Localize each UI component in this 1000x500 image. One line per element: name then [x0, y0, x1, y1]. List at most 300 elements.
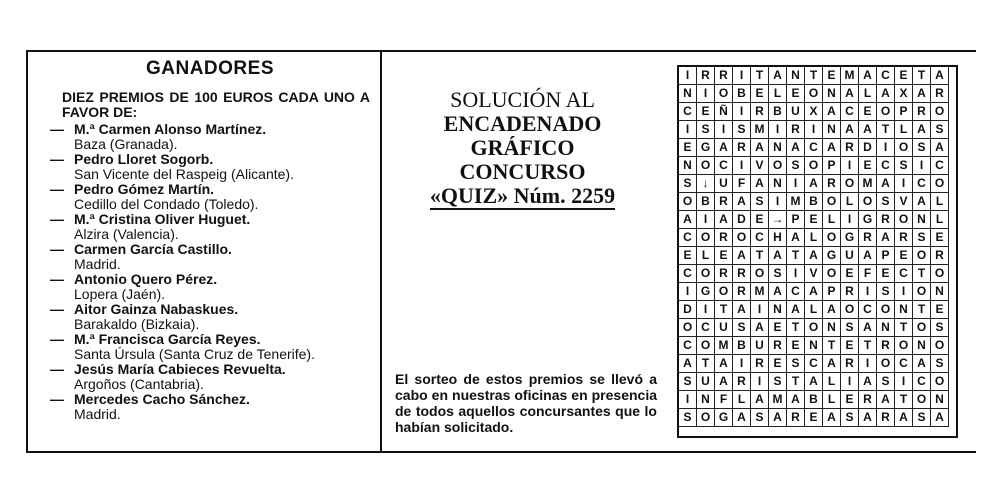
- puzzle-cell: E: [895, 247, 913, 265]
- puzzle-cell: E: [751, 85, 769, 103]
- winner-name: [50, 122, 370, 137]
- winner-place: Cedillo del Condado (Toledo).: [74, 196, 259, 212]
- puzzle-cell: A: [769, 247, 787, 265]
- solution-title: [400, 88, 645, 210]
- puzzle-cell: E: [931, 301, 949, 319]
- puzzle-cell: A: [823, 103, 841, 121]
- dash-bullet: —: [50, 211, 64, 227]
- puzzle-cell: S: [787, 157, 805, 175]
- puzzle-cell: E: [787, 85, 805, 103]
- winner-entry: [50, 182, 370, 212]
- winner-entry: [50, 152, 370, 182]
- puzzle-cell: I: [805, 121, 823, 139]
- puzzle-cell: A: [751, 175, 769, 193]
- puzzle-cell: E: [697, 103, 715, 121]
- winner-place: Baza (Granada).: [74, 136, 178, 152]
- solution-title-line-4: CONCURSO: [459, 159, 586, 184]
- puzzle-cell: O: [679, 319, 697, 337]
- puzzle-cell: A: [751, 391, 769, 409]
- winner-name-text: Pedro Lloret Sogorb.: [74, 151, 214, 167]
- puzzle-row: [679, 247, 949, 265]
- puzzle-cell: A: [895, 409, 913, 427]
- winner-name-text: Jesús María Cabieces Revuelta.: [74, 361, 286, 377]
- puzzle-cell: T: [715, 301, 733, 319]
- puzzle-cell: T: [877, 121, 895, 139]
- puzzle-cell: A: [733, 409, 751, 427]
- puzzle-cell: I: [787, 265, 805, 283]
- puzzle-cell: I: [913, 157, 931, 175]
- puzzle-cell: S: [931, 355, 949, 373]
- puzzle-row: [679, 139, 949, 157]
- winner-entry: [50, 272, 370, 302]
- winner-name: [50, 182, 370, 197]
- puzzle-cell: R: [787, 121, 805, 139]
- puzzle-cell: S: [913, 409, 931, 427]
- puzzle-row: [679, 103, 949, 121]
- dash-bullet: —: [50, 271, 64, 287]
- puzzle-cell: E: [805, 211, 823, 229]
- puzzle-cell: I: [841, 373, 859, 391]
- puzzle-row: [679, 121, 949, 139]
- puzzle-cell: C: [679, 337, 697, 355]
- puzzle-cell: I: [751, 301, 769, 319]
- puzzle-row: [679, 373, 949, 391]
- puzzle-cell: I: [859, 283, 877, 301]
- puzzle-cell: P: [823, 157, 841, 175]
- puzzle-cell: R: [715, 265, 733, 283]
- dash-bullet: —: [50, 331, 64, 347]
- winner-name: [50, 392, 370, 407]
- puzzle-cell: T: [751, 67, 769, 85]
- puzzle-cell: A: [859, 373, 877, 391]
- puzzle-cell: R: [823, 175, 841, 193]
- puzzle-cell: S: [877, 193, 895, 211]
- puzzle-cell: S: [913, 139, 931, 157]
- puzzle-cell: S: [913, 229, 931, 247]
- winner-entry: [50, 212, 370, 242]
- puzzle-cell: P: [787, 211, 805, 229]
- puzzle-cell: A: [859, 121, 877, 139]
- puzzle-cell: O: [913, 391, 931, 409]
- puzzle-cell: M: [769, 391, 787, 409]
- puzzle-cell: V: [895, 193, 913, 211]
- winner-entry: [50, 242, 370, 272]
- puzzle-cell: T: [895, 391, 913, 409]
- puzzle-cell: S: [877, 283, 895, 301]
- puzzle-cell: O: [751, 265, 769, 283]
- puzzle-row: [679, 229, 949, 247]
- puzzle-cell: A: [787, 139, 805, 157]
- puzzle-cell: L: [859, 85, 877, 103]
- puzzle-cell: H: [769, 229, 787, 247]
- puzzle-cell: I: [859, 355, 877, 373]
- puzzle-cell: R: [859, 229, 877, 247]
- puzzle-cell: S: [877, 373, 895, 391]
- puzzle-cell: R: [931, 247, 949, 265]
- puzzle-cell: C: [913, 175, 931, 193]
- winner-place: Alzira (Valencia).: [74, 226, 179, 242]
- puzzle-cell: L: [805, 229, 823, 247]
- puzzle-cell: L: [733, 391, 751, 409]
- winners-intro: DIEZ PREMIOS DE 100 EUROS CADA UNO A FAVOR DE:: [62, 89, 370, 120]
- puzzle-cell: O: [913, 319, 931, 337]
- dash-bullet: —: [50, 181, 64, 197]
- puzzle-cell: O: [913, 283, 931, 301]
- puzzle-cell: I: [715, 121, 733, 139]
- puzzle-cell: A: [787, 301, 805, 319]
- puzzle-cell: A: [787, 229, 805, 247]
- puzzle-cell: I: [679, 283, 697, 301]
- puzzle-cell: P: [877, 247, 895, 265]
- puzzle-cell: A: [733, 193, 751, 211]
- puzzle-cell: L: [841, 193, 859, 211]
- puzzle-row: [679, 265, 949, 283]
- puzzle-cell: N: [895, 301, 913, 319]
- puzzle-cell: R: [733, 283, 751, 301]
- puzzle-cell: A: [715, 139, 733, 157]
- puzzle-cell: E: [859, 157, 877, 175]
- puzzle-cell: T: [751, 247, 769, 265]
- puzzle-cell: L: [823, 211, 841, 229]
- puzzle-cell: U: [751, 337, 769, 355]
- winners-heading: GANADORES: [145, 58, 274, 79]
- puzzle-row: [679, 301, 949, 319]
- puzzle-cell: I: [733, 157, 751, 175]
- puzzle-cell: I: [841, 211, 859, 229]
- puzzle-cell: L: [931, 193, 949, 211]
- puzzle-cell: R: [697, 67, 715, 85]
- puzzle-cell: B: [733, 337, 751, 355]
- puzzle-cell: O: [697, 229, 715, 247]
- puzzle-cell: E: [751, 211, 769, 229]
- puzzle-cell: S: [931, 121, 949, 139]
- puzzle-cell: L: [769, 85, 787, 103]
- puzzle-row: [679, 157, 949, 175]
- winner-entry: [50, 302, 370, 332]
- puzzle-cell: O: [697, 409, 715, 427]
- puzzle-cell: I: [697, 301, 715, 319]
- puzzle-row: [679, 337, 949, 355]
- puzzle-cell: S: [841, 319, 859, 337]
- puzzle-cell: E: [787, 337, 805, 355]
- puzzle-cell: O: [823, 229, 841, 247]
- puzzle-cell: S: [679, 175, 697, 193]
- puzzle-cell: O: [823, 265, 841, 283]
- puzzle-cell: E: [769, 319, 787, 337]
- puzzle-cell: N: [823, 85, 841, 103]
- winner-name: [50, 212, 370, 227]
- puzzle-cell: E: [859, 103, 877, 121]
- puzzle-cell: A: [805, 373, 823, 391]
- winner-name: [50, 272, 370, 287]
- puzzle-cell: R: [751, 103, 769, 121]
- puzzle-cell: B: [805, 193, 823, 211]
- puzzle-cell: A: [859, 409, 877, 427]
- puzzle-cell: O: [841, 301, 859, 319]
- winner-place: Argoños (Cantabria).: [74, 376, 204, 392]
- puzzle-cell: E: [841, 337, 859, 355]
- puzzle-cell: T: [823, 337, 841, 355]
- puzzle-cell: A: [805, 247, 823, 265]
- winner-name-text: Mercedes Cacho Sánchez.: [74, 391, 250, 407]
- puzzle-cell: S: [751, 409, 769, 427]
- puzzle-cell: A: [733, 247, 751, 265]
- puzzle-cell: T: [913, 265, 931, 283]
- puzzle-cell: O: [823, 193, 841, 211]
- puzzle-cell: O: [697, 265, 715, 283]
- puzzle-cell: V: [751, 157, 769, 175]
- puzzle-cell: I: [841, 157, 859, 175]
- solution-title-line-1: SOLUCIÓN AL: [450, 87, 595, 112]
- puzzle-cell: L: [823, 391, 841, 409]
- puzzle-cell: S: [841, 409, 859, 427]
- puzzle-cell: C: [679, 229, 697, 247]
- puzzle-cell: N: [913, 337, 931, 355]
- puzzle-cell: D: [679, 301, 697, 319]
- puzzle-cell: C: [715, 157, 733, 175]
- puzzle-cell: D: [859, 139, 877, 157]
- puzzle-cell: R: [715, 229, 733, 247]
- puzzle-cell: A: [769, 67, 787, 85]
- puzzle-cell: C: [805, 139, 823, 157]
- puzzle-row: [679, 67, 949, 85]
- puzzle-cell: O: [679, 193, 697, 211]
- puzzle-cell: M: [787, 193, 805, 211]
- puzzle-row: [679, 85, 949, 103]
- frame-divider-rule: [380, 50, 382, 453]
- puzzle-cell: O: [895, 211, 913, 229]
- puzzle-cell: E: [841, 265, 859, 283]
- puzzle-cell: N: [913, 211, 931, 229]
- puzzle-cell: R: [877, 337, 895, 355]
- puzzle-cell: C: [859, 301, 877, 319]
- puzzle-cell: U: [697, 373, 715, 391]
- puzzle-cell: O: [769, 157, 787, 175]
- winner-entry: [50, 392, 370, 422]
- puzzle-cell: R: [913, 103, 931, 121]
- puzzle-cell: C: [697, 319, 715, 337]
- puzzle-cell: O: [697, 157, 715, 175]
- puzzle-row: [679, 319, 949, 337]
- puzzle-cell: A: [715, 373, 733, 391]
- puzzle-cell: A: [859, 67, 877, 85]
- puzzle-cell: S: [733, 319, 751, 337]
- puzzle-cell: E: [769, 355, 787, 373]
- puzzle-cell: I: [697, 85, 715, 103]
- winner-name-text: M.ª Cristina Oliver Huguet.: [74, 211, 251, 227]
- puzzle-cell: C: [679, 103, 697, 121]
- puzzle-cell: I: [679, 121, 697, 139]
- puzzle-cell: A: [823, 139, 841, 157]
- puzzle-cell: R: [787, 409, 805, 427]
- puzzle-cell: C: [841, 103, 859, 121]
- puzzle-cell: M: [751, 283, 769, 301]
- puzzle-cell: E: [679, 247, 697, 265]
- puzzle-cell: O: [895, 139, 913, 157]
- winner-name-text: M.ª Carmen Alonso Martínez.: [74, 121, 267, 137]
- dash-bullet: —: [50, 151, 64, 167]
- puzzle-cell: A: [751, 139, 769, 157]
- puzzle-cell: R: [841, 283, 859, 301]
- puzzle-cell: A: [769, 283, 787, 301]
- puzzle-cell: A: [877, 175, 895, 193]
- puzzle-cell: T: [787, 319, 805, 337]
- puzzle-cell: E: [715, 247, 733, 265]
- puzzle-cell: T: [805, 67, 823, 85]
- puzzle-cell: S: [733, 121, 751, 139]
- puzzle-cell: S: [697, 121, 715, 139]
- frame-top-rule: [26, 50, 976, 52]
- winner-name-text: Aitor Gainza Nabaskues.: [74, 301, 239, 317]
- puzzle-cell: C: [931, 157, 949, 175]
- puzzle-cell: X: [805, 103, 823, 121]
- puzzle-cell: O: [913, 247, 931, 265]
- puzzle-cell: S: [931, 319, 949, 337]
- puzzle-cell: L: [805, 301, 823, 319]
- puzzle-cell: O: [841, 175, 859, 193]
- puzzle-cell: R: [877, 409, 895, 427]
- puzzle-cell: V: [805, 265, 823, 283]
- puzzle-cell: S: [751, 193, 769, 211]
- puzzle-cell: A: [931, 409, 949, 427]
- puzzle-row: [679, 409, 949, 427]
- puzzle-cell: I: [679, 391, 697, 409]
- puzzle-cell: C: [895, 265, 913, 283]
- puzzle-cell: R: [859, 391, 877, 409]
- winners-panel: [50, 58, 370, 422]
- puzzle-cell: L: [823, 373, 841, 391]
- puzzle-cell: G: [841, 229, 859, 247]
- puzzle-cell: O: [931, 337, 949, 355]
- puzzle-cell: C: [679, 265, 697, 283]
- puzzle-row: [679, 391, 949, 409]
- puzzle-cell: N: [679, 157, 697, 175]
- puzzle-cell: A: [841, 85, 859, 103]
- puzzle-cell: N: [769, 301, 787, 319]
- puzzle-cell: I: [769, 121, 787, 139]
- puzzle-cell: Ñ: [715, 103, 733, 121]
- puzzle-cell: C: [913, 373, 931, 391]
- draw-note: El sorteo de estos premios se llevó a cabo en nuestras oficinas en presencia de todos aquellos concursantes que lo habían solicitado.: [395, 371, 657, 435]
- puzzle-cell: N: [823, 319, 841, 337]
- puzzle-cell: A: [823, 355, 841, 373]
- puzzle-cell: E: [841, 391, 859, 409]
- puzzle-cell: A: [823, 301, 841, 319]
- puzzle-cell: C: [877, 67, 895, 85]
- dash-bullet: —: [50, 391, 64, 407]
- puzzle-cell: T: [913, 301, 931, 319]
- puzzle-cell: E: [931, 229, 949, 247]
- puzzle-cell: A: [805, 175, 823, 193]
- puzzle-cell: N: [787, 67, 805, 85]
- puzzle-cell: A: [715, 355, 733, 373]
- puzzle-cell: C: [877, 157, 895, 175]
- puzzle-cell: E: [805, 409, 823, 427]
- puzzle-cell: N: [769, 139, 787, 157]
- puzzle-cell: E: [877, 265, 895, 283]
- puzzle-cell: O: [805, 319, 823, 337]
- puzzle-cell: O: [931, 373, 949, 391]
- puzzle-cell: E: [679, 139, 697, 157]
- puzzle-cell: O: [931, 175, 949, 193]
- winner-entry: [50, 122, 370, 152]
- dash-bullet: —: [50, 241, 64, 257]
- puzzle-cell: X: [895, 85, 913, 103]
- puzzle-cell: R: [841, 139, 859, 157]
- puzzle-cell: O: [877, 301, 895, 319]
- puzzle-cell: G: [823, 247, 841, 265]
- puzzle-cell: O: [877, 355, 895, 373]
- puzzle-cell: M: [841, 67, 859, 85]
- puzzle-cell: R: [733, 265, 751, 283]
- puzzle-cell: B: [733, 85, 751, 103]
- puzzle-cell: R: [877, 211, 895, 229]
- puzzle-cell: A: [679, 355, 697, 373]
- puzzle-cell: T: [895, 319, 913, 337]
- puzzle-cell: I: [787, 175, 805, 193]
- puzzle-cell: D: [733, 211, 751, 229]
- puzzle-cell: A: [913, 193, 931, 211]
- puzzle-cell: ↓: [697, 175, 715, 193]
- puzzle-cell: O: [877, 103, 895, 121]
- winner-name-text: Antonio Quero Pérez.: [74, 271, 218, 287]
- puzzle-cell: G: [697, 139, 715, 157]
- puzzle-cell: G: [715, 409, 733, 427]
- puzzle-cell: M: [715, 337, 733, 355]
- puzzle-cell: A: [733, 301, 751, 319]
- puzzle-cell: E: [823, 67, 841, 85]
- puzzle-cell: B: [805, 391, 823, 409]
- puzzle-cell: P: [895, 103, 913, 121]
- puzzle-cell: L: [931, 211, 949, 229]
- puzzle-cell: L: [895, 121, 913, 139]
- puzzle-cell: F: [733, 175, 751, 193]
- winner-entry: [50, 332, 370, 362]
- puzzle-cell: I: [769, 193, 787, 211]
- puzzle-cell: U: [787, 103, 805, 121]
- puzzle-cell: A: [823, 409, 841, 427]
- puzzle-cell: C: [787, 283, 805, 301]
- puzzle-cell: A: [877, 229, 895, 247]
- puzzle-cell: A: [877, 85, 895, 103]
- puzzle-cell: A: [805, 283, 823, 301]
- puzzle-cell: I: [895, 283, 913, 301]
- puzzle-row: [679, 175, 949, 193]
- puzzle-cell: T: [787, 373, 805, 391]
- winner-name-text: Carmen García Castillo.: [74, 241, 232, 257]
- puzzle-cell: →: [769, 211, 787, 229]
- solution-title-line-2: ENCADENADO: [443, 111, 602, 136]
- winner-name-text: Pedro Gómez Martín.: [74, 181, 215, 197]
- winner-place: Santa Úrsula (Santa Cruz de Tenerife).: [74, 346, 315, 362]
- winner-place: Lopera (Jaén).: [74, 286, 166, 302]
- puzzle-cell: F: [859, 265, 877, 283]
- solution-title-line-5: «QUIZ» Núm. 2259: [429, 183, 616, 208]
- puzzle-cell: A: [913, 355, 931, 373]
- puzzle-cell: G: [697, 283, 715, 301]
- puzzle-cell: I: [733, 67, 751, 85]
- puzzle-cell: C: [805, 355, 823, 373]
- puzzle-cell: I: [895, 373, 913, 391]
- puzzle-cell: U: [841, 247, 859, 265]
- puzzle-cell: A: [751, 319, 769, 337]
- puzzle-cell: O: [931, 265, 949, 283]
- puzzle-cell: S: [679, 373, 697, 391]
- winner-place: Barakaldo (Bizkaia).: [74, 316, 200, 332]
- winner-place: Madrid.: [74, 406, 121, 422]
- puzzle-cell: A: [877, 391, 895, 409]
- puzzle-cell: A: [841, 121, 859, 139]
